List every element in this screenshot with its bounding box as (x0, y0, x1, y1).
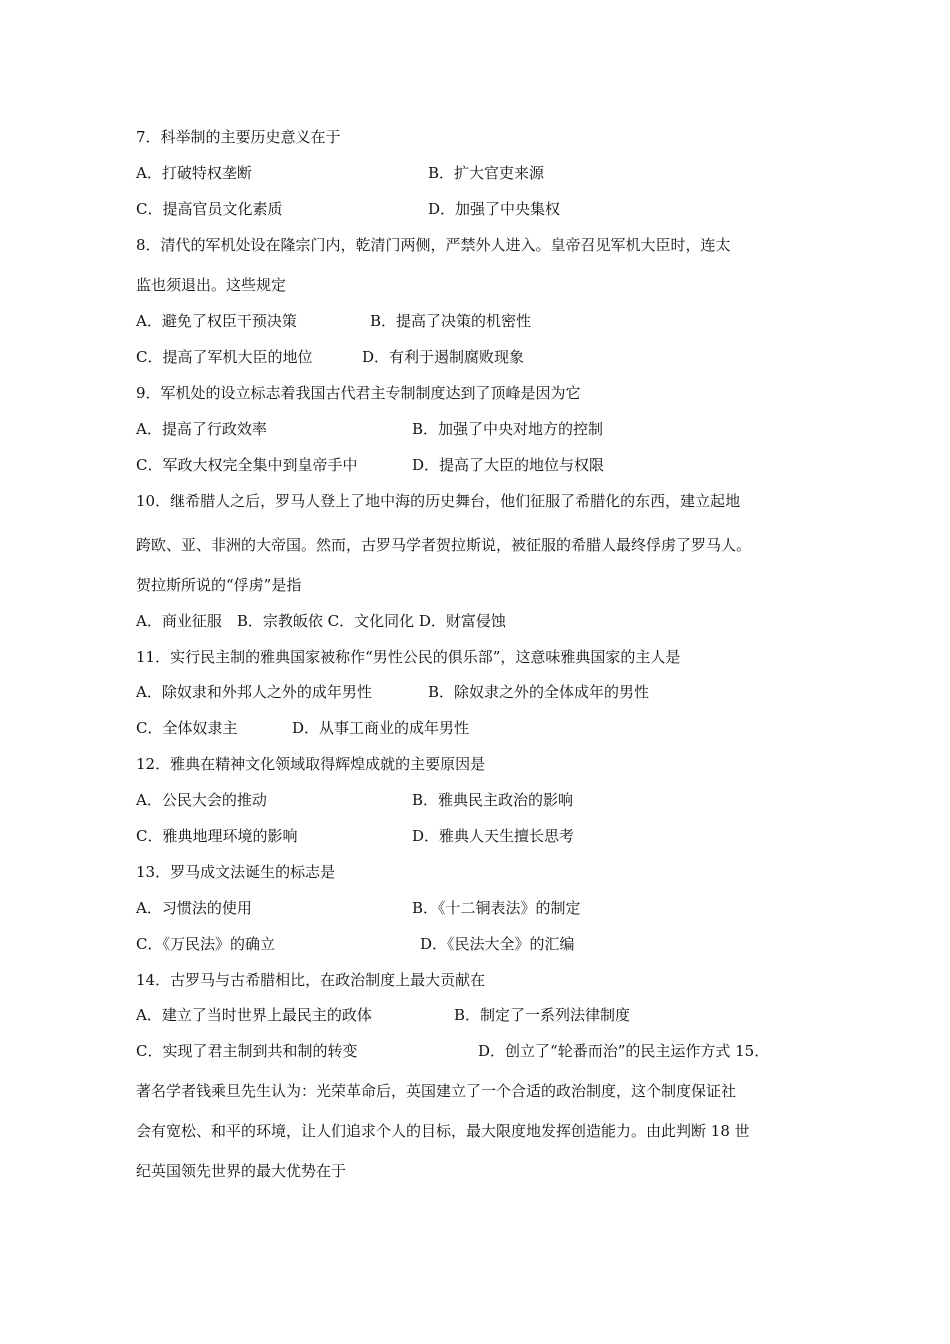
q10-options: A．商业征服 B．宗教皈依 C．文化同化 D．财富侵蚀 (136, 612, 506, 630)
q11-option-d: D．从事工商业的成年男性 (292, 719, 470, 737)
q11-option-a: A．除奴隶和外邦人之外的成年男性 (136, 683, 372, 701)
q8-stem-line1: 8．清代的军机处设在隆宗门内，乾清门两侧，严禁外人进入。皇帝召见军机大臣时，连太 (136, 236, 731, 254)
q11-stem: 11．实行民主制的雅典国家被称作“男性公民的俱乐部”，这意味雅典国家的主人是 (136, 648, 681, 666)
q12-stem: 12．雅典在精神文化领域取得辉煌成就的主要原因是 (136, 755, 486, 773)
q9-option-c: C．军政大权完全集中到皇帝手中 (136, 456, 358, 474)
q13-option-b: B．《十二铜表法》的制定 (412, 899, 581, 917)
q9-option-a: A．提高了行政效率 (136, 420, 267, 438)
q12-option-c: C．雅典地理环境的影响 (136, 827, 298, 845)
q7-option-d: D．加强了中央集权 (428, 200, 561, 218)
q14-option-a: A．建立了当时世界上最民主的政体 (136, 1006, 372, 1024)
q10-stem-line1: 10．继希腊人之后，罗马人登上了地中海的历史舞台，他们征服了希腊化的东西，建立起地 (136, 492, 741, 510)
q8-option-c: C．提高了军机大臣的地位 (136, 348, 313, 366)
q14-option-b: B．制定了一系列法律制度 (454, 1006, 631, 1024)
q11-option-c: C．全体奴隶主 (136, 719, 238, 737)
q11-option-b: B．除奴隶之外的全体成年的男性 (428, 683, 650, 701)
q7-option-b: B．扩大官吏来源 (428, 164, 545, 182)
q7-stem: 7．科举制的主要历史意义在于 (136, 128, 341, 146)
q10-stem-line3: 贺拉斯所说的“俘虏”是指 (136, 576, 302, 594)
q9-option-d: D．提高了大臣的地位与权限 (412, 456, 605, 474)
q14-option-d: D．创立了“轮番而治”的民主运作方式 15． (478, 1042, 770, 1060)
q13-stem: 13．罗马成文法诞生的标志是 (136, 863, 336, 881)
q7-option-c: C．提高官员文化素质 (136, 200, 283, 218)
q9-stem: 9．军机处的设立标志着我国古代君主专制制度达到了顶峰是因为它 (136, 384, 581, 402)
q12-option-b: B．雅典民主政治的影响 (412, 791, 574, 809)
q7-option-a: A．打破特权垄断 (136, 164, 252, 182)
q13-option-a: A．习惯法的使用 (136, 899, 252, 917)
q14-stem: 14．古罗马与古希腊相比，在政治制度上最大贡献在 (136, 971, 486, 989)
q15-stem-line1: 著名学者钱乘旦先生认为：光荣革命后，英国建立了一个合适的政治制度，这个制度保证社 (136, 1082, 737, 1100)
q15-stem-line3: 纪英国领先世界的最大优势在于 (136, 1162, 347, 1180)
q13-option-d: D．《民法大全》的汇编 (420, 935, 575, 953)
q14-option-c: C．实现了君主制到共和制的转变 (136, 1042, 358, 1060)
q9-option-b: B．加强了中央对地方的控制 (412, 420, 604, 438)
q8-option-a: A．避免了权臣干预决策 (136, 312, 297, 330)
q8-option-d: D．有利于遏制腐败现象 (362, 348, 525, 366)
q12-option-a: A．公民大会的推动 (136, 791, 267, 809)
q10-stem-line2: 跨欧、亚、非洲的大帝国。然而，古罗马学者贺拉斯说，被征服的希腊人最终俘虏了罗马人。 (136, 536, 752, 554)
q12-option-d: D．雅典人天生擅长思考 (412, 827, 575, 845)
q8-stem-line2: 监也须退出。这些规定 (136, 276, 287, 294)
q8-option-b: B．提高了决策的机密性 (370, 312, 532, 330)
q15-stem-line2: 会有宽松、和平的环境，让人们追求个人的目标，最大限度地发挥创造能力。由此判断 18 世 (136, 1122, 750, 1140)
q13-option-c: C．《万民法》的确立 (136, 935, 275, 953)
